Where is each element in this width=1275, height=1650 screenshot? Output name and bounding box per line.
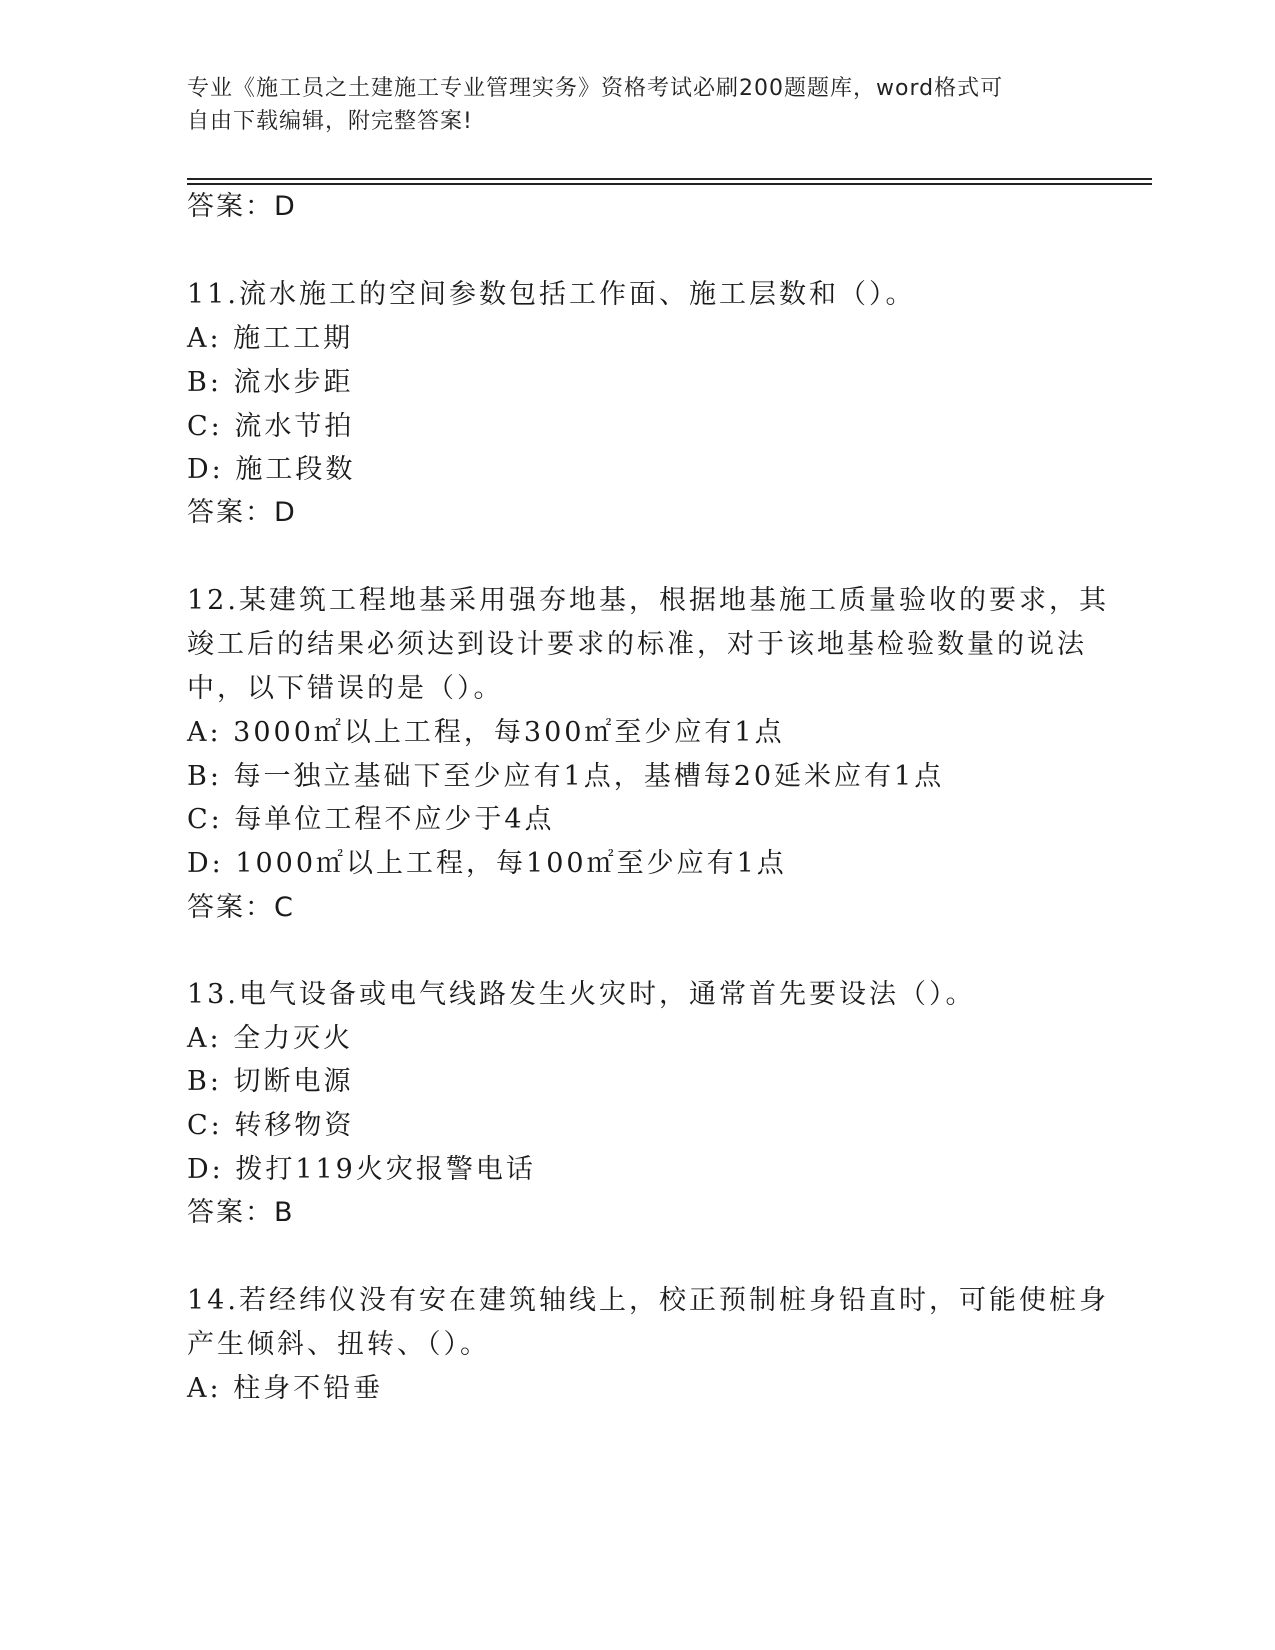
question-13-answer: 答案：B [187, 1197, 295, 1228]
header-rule-bottom [187, 183, 1152, 185]
question-12-option-a: A: 3000㎡以上工程，每300㎡至少应有1点 [187, 717, 785, 748]
question-12-stem-line-3: 中，以下错误的是（）。 [187, 673, 504, 704]
header-line-1: 专业《施工员之土建施工专业管理实务》资格考试必刷200题题库，word格式可 [187, 76, 1004, 101]
question-14-option-a: A: 柱身不铅垂 [187, 1373, 384, 1404]
question-13-option-d: D: 拨打119火灾报警电话 [187, 1154, 536, 1185]
question-14-stem-line-1: 14.若经纬仪没有安在建筑轴线上，校正预制桩身铅直时，可能使桩身 [187, 1285, 1109, 1316]
question-13-option-c: C: 转移物资 [187, 1110, 355, 1141]
question-13-option-b: B: 切断电源 [187, 1066, 354, 1097]
question-11-option-a: A: 施工工期 [187, 323, 354, 354]
question-11-answer: 答案：D [187, 497, 297, 528]
document-header [187, 72, 1067, 138]
header-line-2: 自由下载编辑，附完整答案! [187, 109, 473, 134]
question-11-stem: 11.流水施工的空间参数包括工作面、施工层数和（）。 [187, 279, 916, 310]
question-14-stem-line-2: 产生倾斜、扭转、（）。 [187, 1329, 490, 1360]
question-11-option-b: B: 流水步距 [187, 367, 354, 398]
question-13-option-a: A: 全力灭火 [187, 1023, 354, 1054]
question-12-stem-line-2: 竣工后的结果必须达到设计要求的标准，对于该地基检验数量的说法 [187, 629, 1087, 660]
question-12-answer: 答案：C [187, 892, 295, 923]
question-11-option-c: C: 流水节拍 [187, 411, 355, 442]
question-12-option-d: D: 1000㎡以上工程，每100㎡至少应有1点 [187, 848, 787, 879]
question-12-option-c: C: 每单位工程不应少于4点 [187, 804, 555, 835]
header-rule-top [187, 178, 1152, 180]
answer-line: 答案：D [187, 191, 297, 222]
question-12-option-b: B: 每一独立基础下至少应有1点，基槽每20延米应有1点 [187, 761, 945, 792]
question-13-stem: 13.电气设备或电气线路发生火灾时，通常首先要设法（）。 [187, 979, 976, 1010]
question-11-option-d: D: 施工段数 [187, 454, 356, 485]
question-12-stem-line-1: 12.某建筑工程地基采用强夯地基，根据地基施工质量验收的要求，其 [187, 585, 1109, 616]
